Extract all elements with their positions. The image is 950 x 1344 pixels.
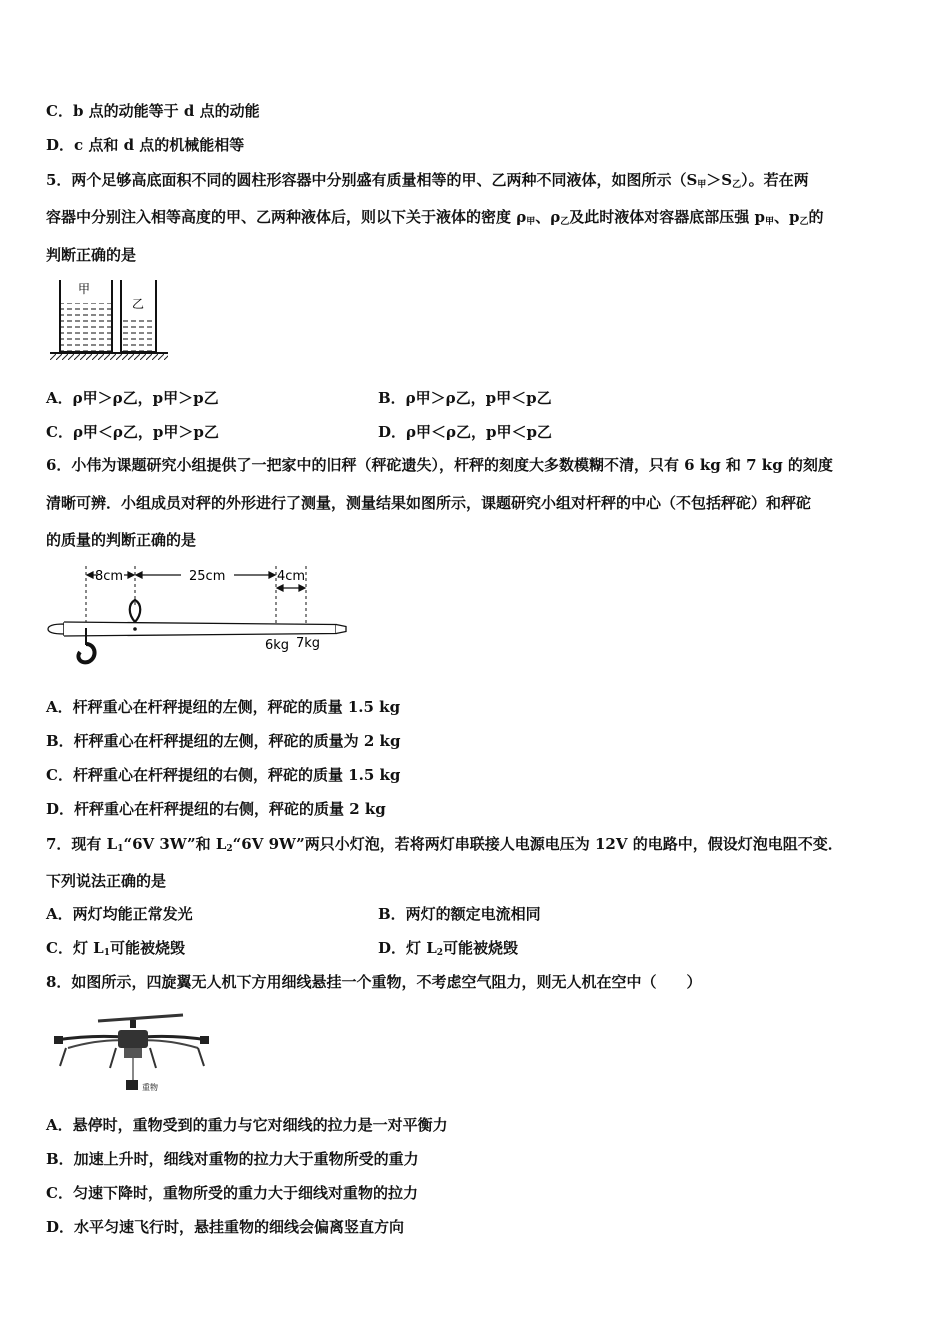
q8-weight-label: 重物	[142, 1083, 158, 1092]
q4-option-c: C．b 点的动能等于 d 点的动能	[46, 102, 260, 120]
q6-dim-25cm: 25cm	[189, 569, 226, 584]
q7-option-b: B．两灯的额定电流相同	[378, 905, 541, 923]
q5-stem-line1: 5．两个足够高底面积不同的圆柱形容器中分别盛有质量相等的甲、乙两种不同液体，如图所示$(S_甲>S_乙)$。若在两	[46, 171, 809, 190]
q5-stem-line3: 判断正确的是	[46, 246, 137, 264]
q8-option-d: D．水平匀速飞行时，悬挂重物的细线会偏离竖直方向	[46, 1218, 405, 1236]
q6-mark-6kg: 6kg	[265, 638, 290, 653]
q8-drone-figure	[48, 1008, 213, 1096]
q4-option-d: D．c 点和 d 点的机械能相等	[46, 136, 245, 154]
q6-option-a: A．杆秤重心在杆秤提纽的左侧，秤砣的质量 1.5 kg	[46, 698, 401, 716]
q6-option-b: B．杆秤重心在杆秤提纽的左侧，秤砣的质量为 2 kg	[46, 732, 401, 750]
q6-option-c: C．杆秤重心在杆秤提纽的右侧，秤砣的质量 1.5 kg	[46, 766, 401, 784]
q7-stem-line2: 下列说法正确的是	[46, 872, 167, 890]
q5-option-c: C．ρ甲＜ρ乙，p甲＞p乙	[46, 423, 219, 441]
q6-stem-line3: 的质量的判断正确的是	[46, 531, 197, 549]
q6-dim-4cm: 4cm	[277, 569, 306, 584]
q7-option-d: D．灯 $L_2$可能被烧毁	[378, 939, 519, 958]
q6-mark-7kg: 7kg	[296, 636, 321, 651]
q6-stem-line2: 清晰可辨．小组成员对秤的外形进行了测量，测量结果如图所示，课题研究小组对杆秤的中心（不包括秤砣）和秤砣	[46, 494, 812, 512]
q8-stem: 8．如图所示，四旋翼无人机下方用细线悬挂一个重物，不考虑空气阻力，则无人机在空中（ ）	[46, 973, 702, 991]
q6-dim-8cm: 8cm	[95, 569, 124, 584]
q5-option-b: B．ρ甲＞ρ乙，p甲＜p乙	[378, 389, 552, 407]
q5-containers-figure	[50, 276, 172, 362]
q7-option-a: A．两灯均能正常发光	[46, 905, 193, 923]
q5-option-a: A．ρ甲＞ρ乙，p甲＞p乙	[46, 389, 219, 407]
q5-label-jia: 甲	[78, 282, 91, 296]
q5-stem-line2: 容器中分别注入相等高度的甲、乙两种液体后，则以下关于液体的密度 $\rho_甲$、$\rho_乙$及此时液体对容器底部压强 $p_甲$、$p_乙$的	[46, 208, 824, 227]
q6-stem-line1: 6．小伟为课题研究小组提供了一把家中的旧秤（秤砣遗失），杆秤的刻度大多数模糊不清，只有 6 kg 和 7 kg 的刻度	[46, 456, 833, 474]
q8-option-a: A．悬停时，重物受到的重力与它对细线的拉力是一对平衡力	[46, 1116, 448, 1134]
q5-label-yi: 乙	[132, 297, 145, 311]
q7-option-c: C．灯 $L_1$可能被烧毁	[46, 939, 185, 958]
q6-option-d: D．杆秤重心在杆秤提纽的右侧，秤砣的质量 2 kg	[46, 800, 386, 818]
q8-option-c: C．匀速下降时，重物所受的重力大于细线对重物的拉力	[46, 1184, 418, 1202]
q5-option-d: D．ρ甲＜ρ乙，p甲＜p乙	[378, 423, 552, 441]
q7-stem-line1: 7．现有 $L_1“6V$ 3W”和 $L_2“6V$ 9W”两只小灯泡，若将两灯串联接人电源电压为 12V 的电路中，假设灯泡电阻不变．	[46, 835, 843, 854]
q6-steelyard-figure	[44, 562, 354, 677]
q8-option-b: B．加速上升时，细线对重物的拉力大于重物所受的重力	[46, 1150, 419, 1168]
